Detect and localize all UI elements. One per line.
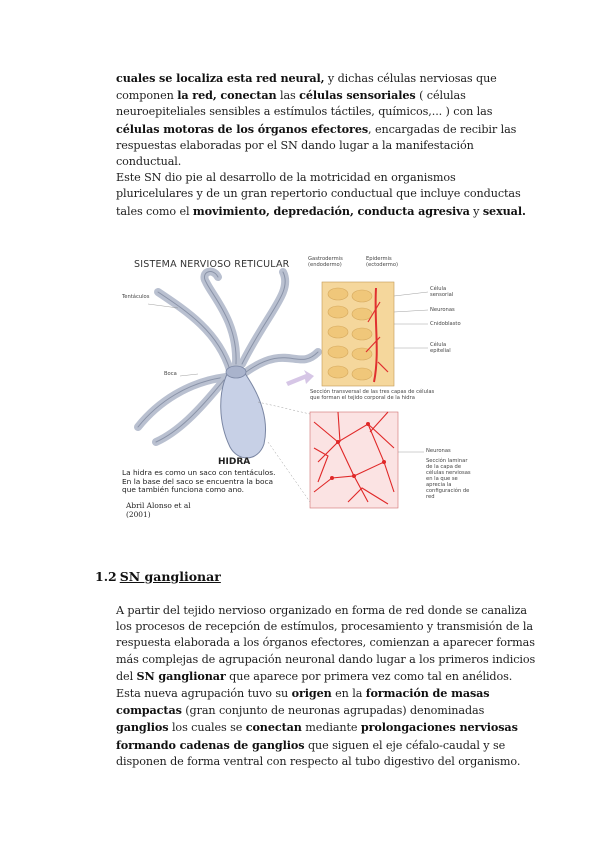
section-title: SN ganglionar (119, 569, 221, 584)
text-run: (gran conjunto de neuronas agrupadas) denominadas (181, 704, 485, 718)
text-run: y dichas células nerviosas que componen (116, 72, 497, 103)
paragraph-red-neural (116, 70, 536, 220)
label-epidermis: Epidermis (ectodermo) (366, 256, 399, 268)
bold-text: conectan (245, 720, 302, 735)
label-seccion-transversal: Sección transversal de las tres capas de células que forman el tejido corporal de la hidra (310, 389, 435, 401)
label-neuronas: Neuronas (430, 307, 455, 313)
bold-text: células motoras de los órganos efectores (116, 121, 369, 136)
bold-text: sexual (482, 203, 522, 218)
figure-caption: La hidra es como un saco con tentáculos. En la base del saco se encuentra la boca que también funciona como ano. (122, 468, 276, 495)
text-run: las (276, 89, 300, 103)
label-celula-sensorial: Célula sensorial (430, 286, 454, 298)
label-gastrodermis: Gastrodermis (endodermo) (308, 256, 343, 268)
text-run: los cuales se (168, 721, 246, 735)
bold-text: formación de masas compactas (116, 686, 490, 718)
bold-text: origen (291, 686, 332, 701)
label-neuronas-laminar: Neuronas (426, 448, 451, 454)
bold-text: células sensoriales (299, 88, 416, 103)
text-run: , encargadas de recibir las respuestas elaboradas por el SN dando lugar a la manifestación conductual. (116, 122, 517, 169)
bold-text: la red, conectan (177, 88, 277, 103)
bold-text: depredación (273, 203, 350, 218)
laminar-section-panel (310, 412, 398, 508)
text-run: mediante (301, 721, 361, 735)
text-run: y (469, 204, 483, 218)
hydra-nervous-system-figure (118, 252, 480, 524)
paragraph-sn-ganglionar (116, 603, 536, 770)
label-hidra: HIDRA (218, 457, 251, 467)
label-cnidoblasto: Cnidoblasto (430, 321, 461, 327)
bold-text: cuales se localiza esta red neural, (116, 71, 325, 85)
figure-credit: Abril Alonso et al (2001) (126, 501, 191, 519)
text-run: que siguen el eje céfalo-caudal y se disponen de forma ventral con respecto al tubo digestivo del organismo. (116, 738, 521, 768)
text-run: Este SN dio pie al desarrollo de la motricidad en organismos pluricelulares y de un gran repertorio conductual que incluye conductas tales como el (116, 171, 521, 218)
text-run: Esta nueva agrupación tuvo su (116, 687, 292, 701)
figure-title: SISTEMA NERVIOSO RETICULAR (134, 259, 290, 270)
bold-text: movimiento (192, 203, 266, 218)
bold-text: , (265, 203, 274, 218)
label-tentaculos: Tentáculos (122, 294, 150, 300)
label-seccion-laminar: Sección laminar de la capa de células nerviosas en la que se aprecia la configuración de red (426, 458, 471, 500)
bold-text: prolongaciones nerviosas formando cadenas de ganglios (116, 720, 518, 752)
text-run: que aparece por primera vez como tal en anélidos. (225, 669, 513, 683)
bold-text: conducta agresiva (357, 203, 470, 218)
label-celula-epitelial: Célula epitelial (430, 342, 451, 354)
bold-text: . (521, 203, 526, 218)
section-number: 1.2 (95, 569, 117, 584)
bold-text: ganglios (116, 720, 169, 735)
arrow-icon (286, 370, 314, 386)
bold-text: , (349, 203, 358, 218)
bold-text: SN ganglionar (136, 668, 226, 683)
text-run: ( células neuroepiteliales sensibles a estímulos táctiles, químicos,... ) con las (116, 89, 493, 119)
hydra-body (221, 372, 266, 458)
section-heading (95, 569, 221, 584)
label-boca: Boca (164, 371, 177, 377)
text-run: A partir del tejido nervioso organizado en forma de red donde se canaliza los procesos de recepción de estímulos, procesamiento y transmisión de la respuesta elaborada a los órganos efectores, comienzan a aparecer formas más complejas de agrupación neuronal dando lugar a los primeros indicios del (116, 604, 536, 683)
text-run: en la (331, 687, 366, 701)
